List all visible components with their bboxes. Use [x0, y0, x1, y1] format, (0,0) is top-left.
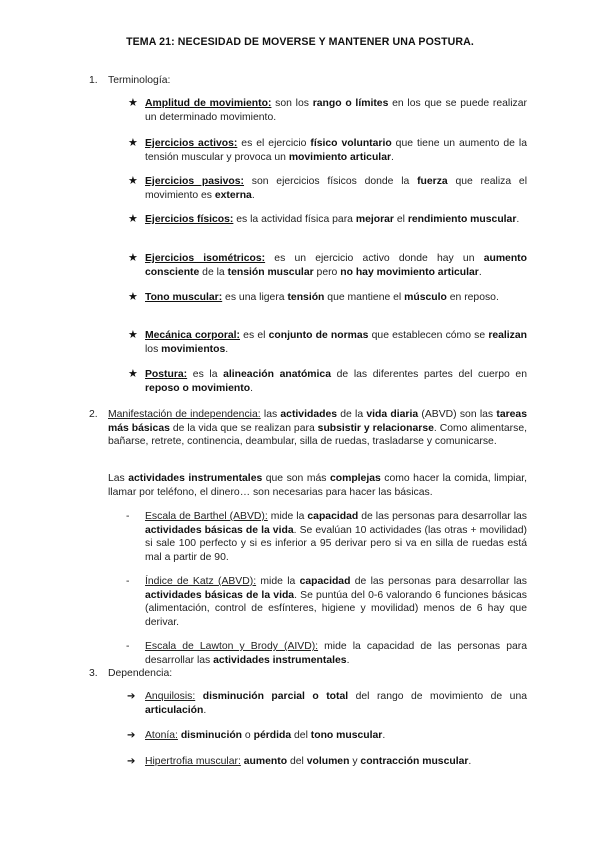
section-number: 1.	[89, 75, 98, 86]
section-number: 3.	[89, 668, 98, 679]
document-title: TEMA 21: NECESIDAD DE MOVERSE Y MANTENER UNA POSTURA.	[126, 36, 474, 48]
dependence-item: Anquilosis: disminución parcial o total del rango de movimiento de una articulación.	[145, 691, 528, 716]
star-bullet-icon: ★	[128, 368, 138, 380]
star-bullet-icon: ★	[128, 291, 138, 303]
term-item: Ejercicios activos: es el ejercicio físico voluntario que tiene un aumento de la tensión muscular y provoca un movimiento articular.	[145, 138, 527, 163]
section-number: 2.	[89, 409, 98, 420]
term-item: Tono muscular: es una ligera tensión que mantiene el músculo en reposo.	[145, 292, 499, 303]
section-heading: Dependencia:	[108, 668, 173, 679]
section-heading: Terminología:	[108, 75, 171, 86]
term-item: Ejercicios físicos: es la actividad física para mejorar el rendimiento muscular.	[145, 214, 520, 225]
independence-paragraph: Manifestación de independencia: las actividades de la vida diaria (ABVD) son las tareas más básicas de la vida que se realizan para subsistir y relacionarse. Como alimentarse, bañarse, retrete, continencia, deambular, silla de ruedas, trasladarse y comunicarse.	[108, 409, 527, 448]
instrumental-paragraph: Las actividades instrumentales que son más complejas como hacer la comida, limpiar, llamar por teléfono, el dinero… son necesarias para hacer las básicas.	[108, 473, 528, 498]
arrow-bullet-icon: ➔	[127, 756, 136, 767]
star-bullet-icon: ★	[128, 97, 138, 109]
dependence-item: Hipertrofia muscular: aumento del volumen y contracción muscular.	[145, 756, 472, 767]
dash-bullet-icon: -	[126, 641, 130, 652]
dependence-item: Atonía: disminución o pérdida del tono muscular.	[145, 730, 386, 741]
term-item: Ejercicios pasivos: son ejercicios físicos donde la fuerza que realiza el movimiento es externa.	[145, 176, 528, 201]
star-bullet-icon: ★	[128, 329, 138, 341]
arrow-bullet-icon: ➔	[127, 730, 136, 741]
term-item: Amplitud de movimiento: son los rango o límites en los que se puede realizar un determinado movimiento.	[145, 98, 527, 123]
term-item: Mecánica corporal: es el conjunto de normas que establecen cómo se realizan los movimientos.	[145, 330, 528, 355]
arrow-bullet-icon: ➔	[127, 691, 136, 702]
scale-item: Escala de Lawton y Brody (AIVD): mide la capacidad de las personas para desarrollar las actividades instrumentales.	[145, 641, 527, 666]
star-bullet-icon: ★	[128, 175, 138, 187]
scale-item: Escala de Barthel (ABVD): mide la capacidad de las personas para desarrollar las actividades básicas de la vida. Se evalúan 10 actividades (las otras + movilidad) si sale 100 perfecto y si es inferior a 95 derivar pero si va en silla de ruedas está mal a partir de 90.	[145, 511, 527, 563]
scale-item: Índice de Katz (ABVD): mide la capacidad de las personas para desarrollar las actividades básicas de la vida. Se puntúa del 0-6 valorando 6 funciones básicas (alimentación, control de esfínteres, higiene y movilidad) menos de 6 hay que derivar.	[145, 576, 527, 628]
star-bullet-icon: ★	[128, 252, 138, 264]
dash-bullet-icon: -	[126, 576, 130, 587]
term-item: Ejercicios isométricos: es un ejercicio activo donde hay un aumento consciente de la tensión muscular pero no hay movimiento articular.	[145, 253, 527, 278]
dash-bullet-icon: -	[126, 511, 130, 522]
star-bullet-icon: ★	[128, 137, 138, 149]
term-item: Postura: es la alineación anatómica de las diferentes partes del cuerpo en reposo o movimiento.	[145, 369, 527, 394]
star-bullet-icon: ★	[128, 213, 138, 225]
